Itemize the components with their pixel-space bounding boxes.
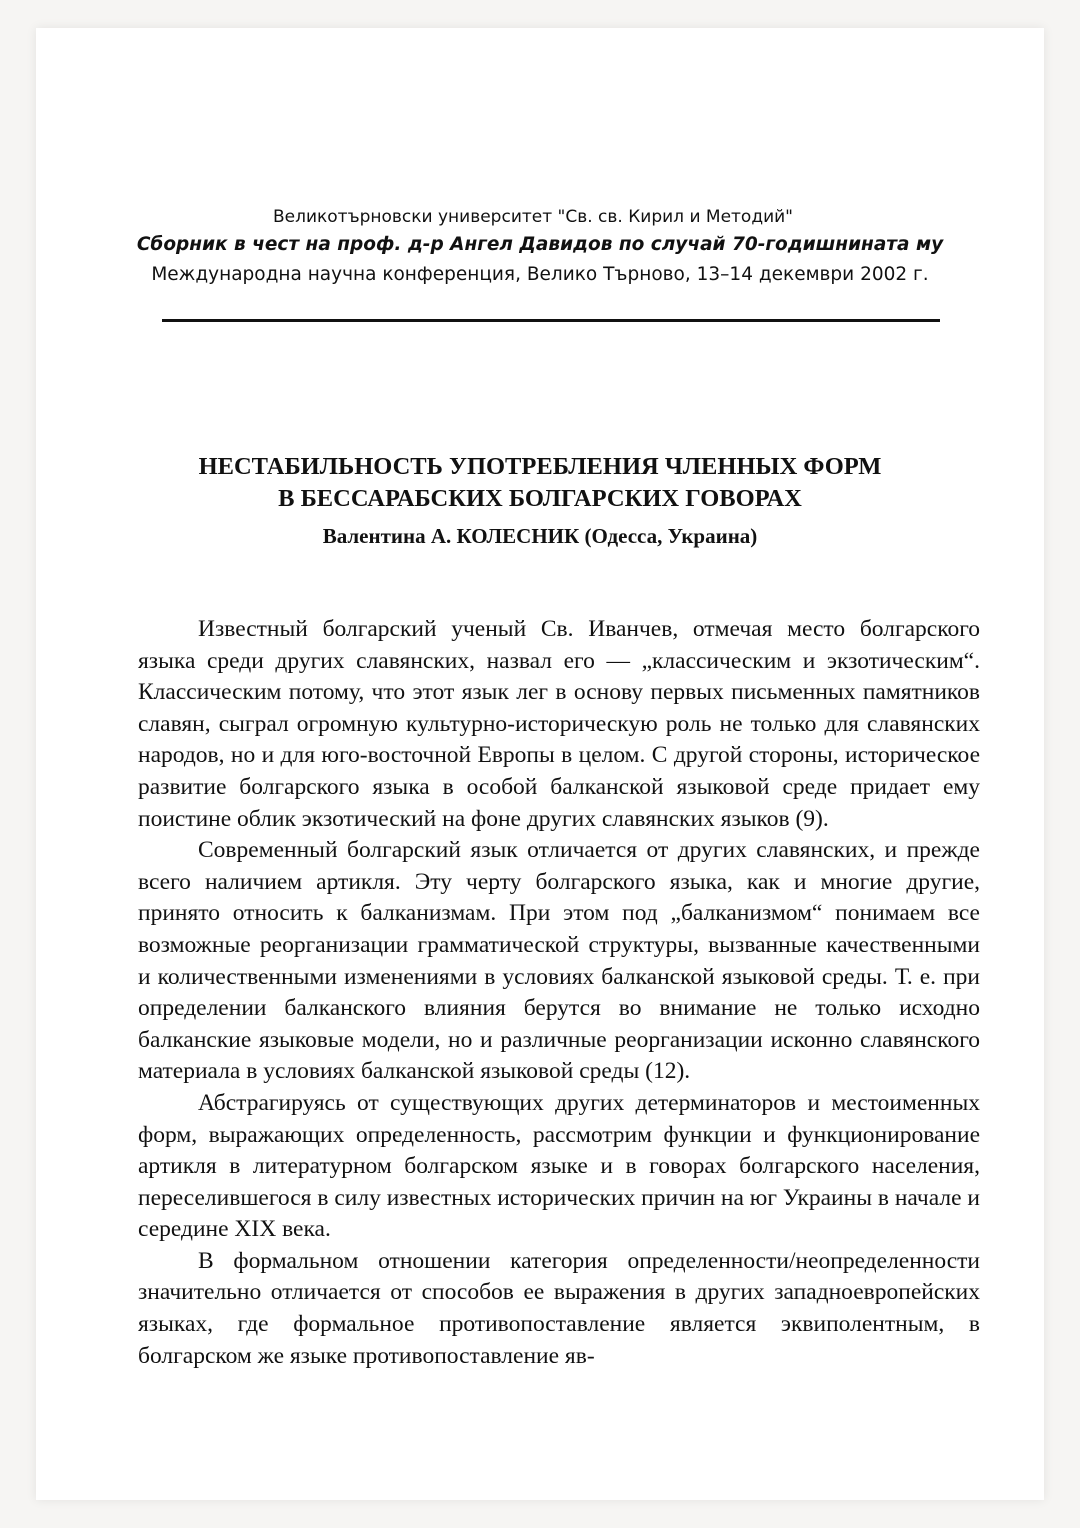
- article-author: Валентина А. КОЛЕСНИК (Одесса, Украина): [322, 524, 758, 548]
- collection-line: Сборник в чест на проф. д-р Ангел Давидов по случай 70-годишнината му: [136, 234, 944, 255]
- title-line-1: НЕСТАБИЛЬНОСТЬ УПОТРЕБЛЕНИЯ ЧЛЕННЫХ ФОРМ: [198, 453, 882, 480]
- university-line: Великотърновски университет "Св. св. Кирил и Методий": [272, 207, 794, 227]
- title-line-2: В БЕССАРАБСКИХ БОЛГАРСКИХ ГОВОРАХ: [278, 485, 802, 512]
- article-body: [138, 614, 980, 1372]
- paragraph: В формальном отношении категория определенности/неопределенности значительно отличается от способов ее выражения в других западноевропейских языках, где формальное противопоставление является эквиполентным, в болгарском же языке противопоставление яв-: [138, 1247, 980, 1369]
- header-divider: [162, 319, 940, 322]
- paragraph: Известный болгарский ученый Св. Иванчев, отмечая место болгарского языка среди других славянских, назвал его — „классическим и экзотическим“. Классическим потому, что этот язык лег в основу первых письменных памятников славян, сыграл огромную культурно-историческую роль не только для славянских народов, но и для юго-восточной Европы в целом. С другой стороны, историческое развитие болгарского языка в особой балканской языковой среде придает ему поистине облик экзотический на фоне других славянских языков (9).: [138, 616, 980, 832]
- article-title: [36, 451, 1044, 515]
- page-header: [36, 204, 1044, 290]
- conference-line: Международна научна конференция, Велико Търново, 13–14 декември 2002 г.: [151, 264, 929, 285]
- paragraph: Современный болгарский язык отличается от других славянских, и прежде всего наличием артикля. Эту черту болгарского языка, как и многие другие, принято относить к балканизмам. При этом под „балканизмом“ понимаем все возможные реорганизации грамматической структуры, вызванные качественными и количественными изменениями в условиях балканской языковой среды. Т. е. при определении балканского влияния берутся во внимание не только исходно балканские языковые модели, но и различные реорганизации исконно славянского материала в условиях балканской языковой среды (12).: [138, 837, 980, 1085]
- paragraph: Абстрагируясь от существующих других детерминаторов и местоименных форм, выражающих определенность, рассмотрим функции и функционирование артикля в литературном болгарском языке и в говорах болгарского населения, переселившегося в силу известных исторических причин на юг Украины в начале и середине XIX века.: [138, 1089, 980, 1243]
- document-page: [36, 28, 1044, 1500]
